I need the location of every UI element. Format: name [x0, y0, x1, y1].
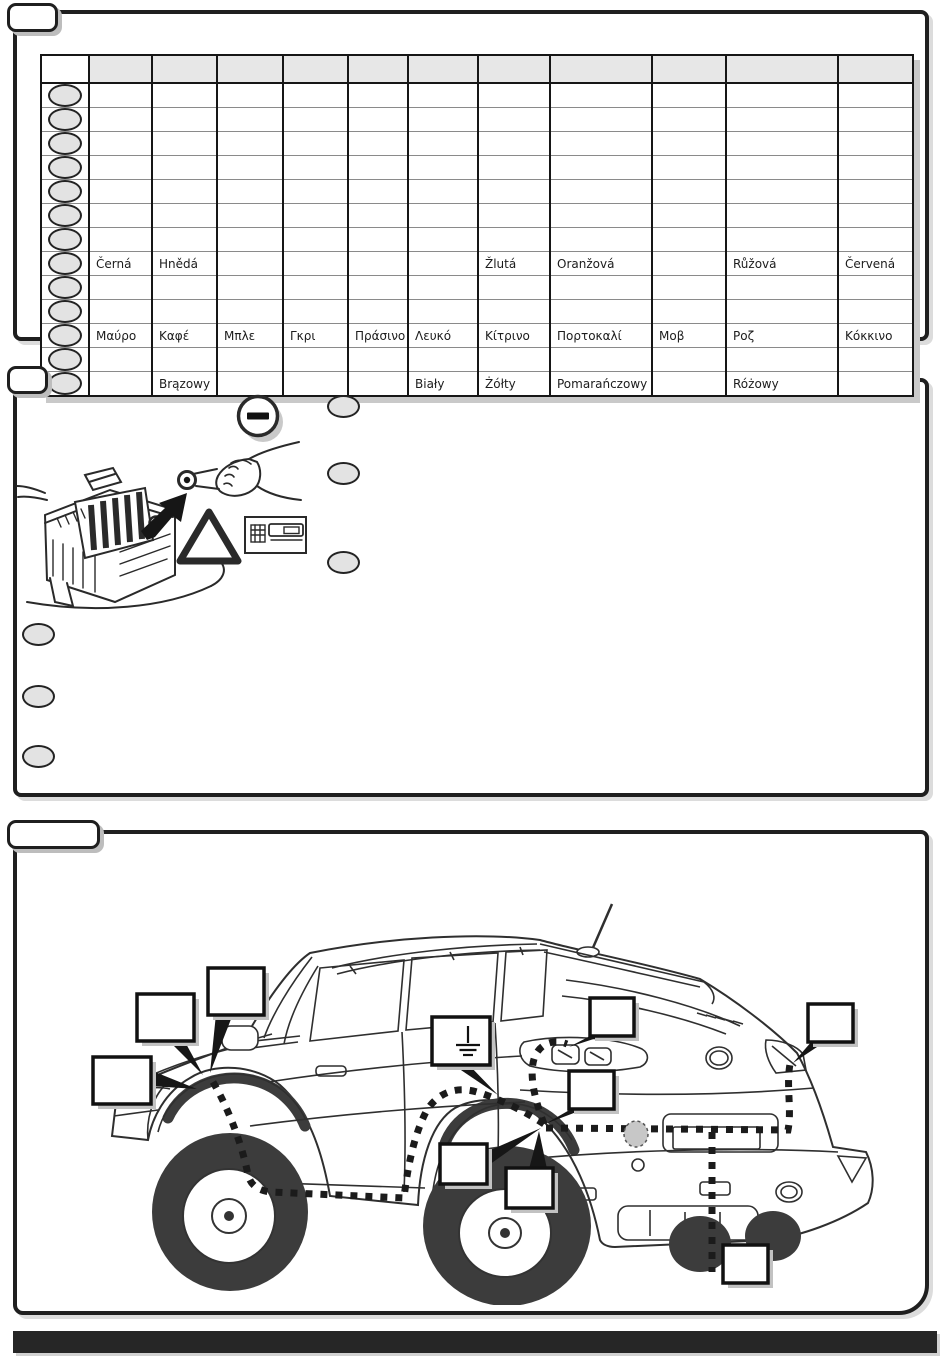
table-row — [41, 324, 913, 348]
row-marker-cell — [41, 324, 89, 348]
color-name-cell — [89, 156, 152, 180]
color-name-cell — [550, 83, 652, 108]
color-name-cell — [89, 204, 152, 228]
color-name-cell — [838, 276, 913, 300]
table-row — [41, 276, 913, 300]
color-name-cell — [348, 372, 408, 397]
color-name-cell: Pomarańczowy — [550, 372, 652, 397]
color-name-cell — [152, 180, 217, 204]
color-name-cell — [89, 83, 152, 108]
color-name-cell: Γκρι — [283, 324, 348, 348]
color-name-cell — [726, 108, 838, 132]
color-name-cell — [652, 348, 726, 372]
table-header-cell — [283, 55, 348, 83]
color-name-cell — [217, 156, 283, 180]
color-name-cell — [152, 348, 217, 372]
callout-box — [506, 1168, 558, 1213]
row-marker-oval — [48, 228, 82, 251]
color-name-cell — [652, 156, 726, 180]
color-table-wrap — [40, 54, 914, 397]
row-marker-oval — [48, 108, 82, 131]
callout-box — [569, 1071, 619, 1114]
color-name-cell — [217, 180, 283, 204]
color-name-cell — [283, 180, 348, 204]
color-name-cell — [478, 108, 550, 132]
color-name-cell: Żółty — [478, 372, 550, 397]
color-name-cell — [726, 228, 838, 252]
color-name-cell: Ροζ — [726, 324, 838, 348]
callout-box — [137, 994, 199, 1046]
color-name-cell — [152, 228, 217, 252]
row-marker-oval — [48, 180, 82, 203]
color-name-cell — [89, 180, 152, 204]
color-name-cell — [838, 108, 913, 132]
table-row — [41, 300, 913, 324]
color-name-cell — [89, 276, 152, 300]
table-row — [41, 204, 913, 228]
battery-disconnect-illustration — [15, 390, 325, 620]
grommet-marker — [624, 1121, 648, 1147]
row-marker-oval — [48, 84, 82, 107]
color-name-cell — [550, 228, 652, 252]
step-marker-oval — [327, 551, 360, 574]
callout-box — [208, 968, 269, 1020]
color-name-cell — [152, 156, 217, 180]
row-marker-cell — [41, 252, 89, 276]
color-name-cell — [838, 180, 913, 204]
color-name-cell — [217, 204, 283, 228]
table-row — [41, 83, 913, 108]
table-header-cell — [550, 55, 652, 83]
color-name-cell: Różowy — [726, 372, 838, 397]
step-marker-oval — [22, 623, 55, 646]
color-name-cell — [348, 276, 408, 300]
color-name-cell — [348, 132, 408, 156]
color-name-cell — [283, 132, 348, 156]
table-header-cell — [408, 55, 478, 83]
color-name-cell — [408, 180, 478, 204]
color-name-cell: Černá — [89, 252, 152, 276]
color-name-cell — [283, 108, 348, 132]
color-name-cell: Žlutá — [478, 252, 550, 276]
color-name-cell — [652, 204, 726, 228]
row-marker-oval — [48, 348, 82, 371]
table-header-cell — [838, 55, 913, 83]
row-marker-cell — [41, 108, 89, 132]
step-marker-oval — [327, 395, 360, 418]
color-name-cell — [478, 180, 550, 204]
warning-triangle-icon — [180, 512, 238, 561]
color-name-cell — [283, 300, 348, 324]
color-name-cell — [283, 348, 348, 372]
color-name-cell — [348, 252, 408, 276]
color-name-cell — [217, 228, 283, 252]
row-marker-oval — [48, 276, 82, 299]
color-name-cell: Růžová — [726, 252, 838, 276]
color-name-cell — [217, 348, 283, 372]
step-marker-oval — [22, 745, 55, 768]
color-name-cell — [550, 156, 652, 180]
radio-code-label-icon — [245, 517, 306, 553]
color-name-cell — [726, 300, 838, 324]
color-name-cell — [408, 108, 478, 132]
minus-terminal-icon — [239, 397, 284, 443]
color-name-cell — [348, 228, 408, 252]
antenna — [592, 904, 612, 950]
table-row — [41, 348, 913, 372]
color-name-cell — [348, 348, 408, 372]
color-name-cell: Μπλε — [217, 324, 283, 348]
color-name-cell — [89, 300, 152, 324]
row-marker-cell — [41, 228, 89, 252]
color-name-cell — [726, 204, 838, 228]
color-name-cell — [217, 83, 283, 108]
row-marker-cell — [41, 180, 89, 204]
color-name-cell — [478, 156, 550, 180]
color-name-cell — [478, 300, 550, 324]
table-row — [41, 228, 913, 252]
table-header-cell — [478, 55, 550, 83]
callout-box — [440, 1144, 492, 1189]
color-name-cell — [838, 348, 913, 372]
color-name-cell — [838, 204, 913, 228]
color-name-cell — [283, 252, 348, 276]
color-name-cell — [478, 348, 550, 372]
color-name-cell — [348, 300, 408, 324]
color-name-cell — [217, 300, 283, 324]
color-name-cell — [89, 228, 152, 252]
color-name-cell — [408, 348, 478, 372]
color-name-cell: Biały — [408, 372, 478, 397]
step-marker-oval — [22, 685, 55, 708]
color-name-cell — [550, 276, 652, 300]
color-name-cell — [283, 276, 348, 300]
color-name-cell: Καφέ — [152, 324, 217, 348]
table-header-cell — [652, 55, 726, 83]
color-name-cell — [652, 83, 726, 108]
exhaust — [776, 1182, 802, 1202]
color-name-cell — [217, 252, 283, 276]
color-name-cell: Πορτοκαλί — [550, 324, 652, 348]
color-name-cell — [726, 348, 838, 372]
color-name-cell — [550, 348, 652, 372]
color-name-cell — [478, 204, 550, 228]
color-name-cell — [652, 228, 726, 252]
color-name-cell — [283, 204, 348, 228]
row-marker-cell — [41, 156, 89, 180]
color-name-cell — [652, 132, 726, 156]
table-corner-cell — [41, 55, 89, 83]
color-name-cell — [726, 83, 838, 108]
color-name-cell — [726, 180, 838, 204]
color-table — [40, 54, 914, 397]
color-name-cell — [652, 108, 726, 132]
color-name-cell — [726, 276, 838, 300]
color-name-cell — [152, 276, 217, 300]
color-name-cell — [408, 228, 478, 252]
color-name-cell — [838, 300, 913, 324]
color-name-cell — [478, 132, 550, 156]
callout-box-ground — [432, 1017, 495, 1070]
color-name-cell: Μαύρο — [89, 324, 152, 348]
color-name-cell — [652, 276, 726, 300]
table-row — [41, 132, 913, 156]
color-name-cell — [152, 108, 217, 132]
color-name-cell — [408, 132, 478, 156]
color-name-cell — [283, 228, 348, 252]
color-name-cell — [348, 204, 408, 228]
color-name-cell — [838, 83, 913, 108]
color-name-cell — [478, 228, 550, 252]
table-header-cell — [217, 55, 283, 83]
row-marker-cell — [41, 300, 89, 324]
color-name-cell: Λευκό — [408, 324, 478, 348]
row-marker-cell — [41, 348, 89, 372]
color-name-cell — [838, 372, 913, 397]
color-name-cell — [838, 132, 913, 156]
color-name-cell — [89, 108, 152, 132]
color-name-cell — [838, 228, 913, 252]
color-name-cell: Κόκκινο — [838, 324, 913, 348]
color-name-cell: Κίτρινο — [478, 324, 550, 348]
color-name-cell: Πράσινο — [348, 324, 408, 348]
table-row — [41, 156, 913, 180]
color-name-cell: Μοβ — [652, 324, 726, 348]
row-marker-cell — [41, 132, 89, 156]
row-marker-oval — [48, 204, 82, 227]
color-name-cell — [726, 132, 838, 156]
color-name-cell — [838, 156, 913, 180]
color-name-cell — [152, 132, 217, 156]
row-marker-oval — [48, 300, 82, 323]
color-name-cell — [652, 372, 726, 397]
color-name-cell: Hnědá — [152, 252, 217, 276]
color-name-cell — [283, 83, 348, 108]
section-tab-2 — [7, 366, 48, 394]
callout-box — [93, 1057, 156, 1109]
row-marker-cell — [41, 83, 89, 108]
color-name-cell — [152, 83, 217, 108]
color-name-cell — [408, 300, 478, 324]
table-row — [41, 108, 913, 132]
color-name-cell: Oranžová — [550, 252, 652, 276]
hand-with-clamp-icon — [179, 442, 302, 500]
color-name-cell — [408, 204, 478, 228]
color-name-cell — [348, 108, 408, 132]
color-name-cell — [726, 156, 838, 180]
table-header-cell — [152, 55, 217, 83]
color-name-cell — [652, 180, 726, 204]
color-name-cell — [550, 180, 652, 204]
table-header-cell — [726, 55, 838, 83]
color-name-cell — [408, 276, 478, 300]
row-marker-oval — [48, 252, 82, 275]
callout-box — [808, 1004, 858, 1047]
color-name-cell — [478, 83, 550, 108]
color-name-cell — [89, 348, 152, 372]
table-row — [41, 180, 913, 204]
row-marker-cell — [41, 204, 89, 228]
color-name-cell — [652, 252, 726, 276]
section-tab-1 — [7, 3, 58, 32]
color-name-cell: Červená — [838, 252, 913, 276]
row-marker-oval — [48, 156, 82, 179]
color-name-cell — [217, 276, 283, 300]
row-marker-oval — [48, 132, 82, 155]
table-header-cell — [348, 55, 408, 83]
color-name-cell — [283, 156, 348, 180]
color-name-cell — [217, 108, 283, 132]
color-name-cell — [217, 132, 283, 156]
color-name-cell — [550, 108, 652, 132]
color-name-cell — [89, 132, 152, 156]
footer-bar — [13, 1331, 937, 1353]
color-name-cell — [152, 300, 217, 324]
car-routing-illustration — [80, 880, 890, 1305]
table-header-cell — [89, 55, 152, 83]
color-name-cell — [408, 156, 478, 180]
table-row — [41, 252, 913, 276]
color-name-cell — [652, 300, 726, 324]
side-mirror — [222, 1026, 258, 1050]
color-name-cell — [348, 156, 408, 180]
row-marker-cell — [41, 276, 89, 300]
color-name-cell — [348, 83, 408, 108]
row-marker-oval — [48, 324, 82, 347]
color-name-cell — [550, 204, 652, 228]
color-name-cell: Brązowy — [152, 372, 217, 397]
color-name-cell — [408, 252, 478, 276]
color-name-cell — [348, 180, 408, 204]
color-name-cell — [478, 276, 550, 300]
callout-box — [723, 1245, 773, 1288]
color-name-cell — [408, 83, 478, 108]
color-name-cell — [152, 204, 217, 228]
step-marker-oval — [327, 462, 360, 485]
callout-box — [590, 998, 639, 1041]
color-name-cell — [550, 132, 652, 156]
section-tab-3 — [7, 820, 100, 849]
color-name-cell — [550, 300, 652, 324]
